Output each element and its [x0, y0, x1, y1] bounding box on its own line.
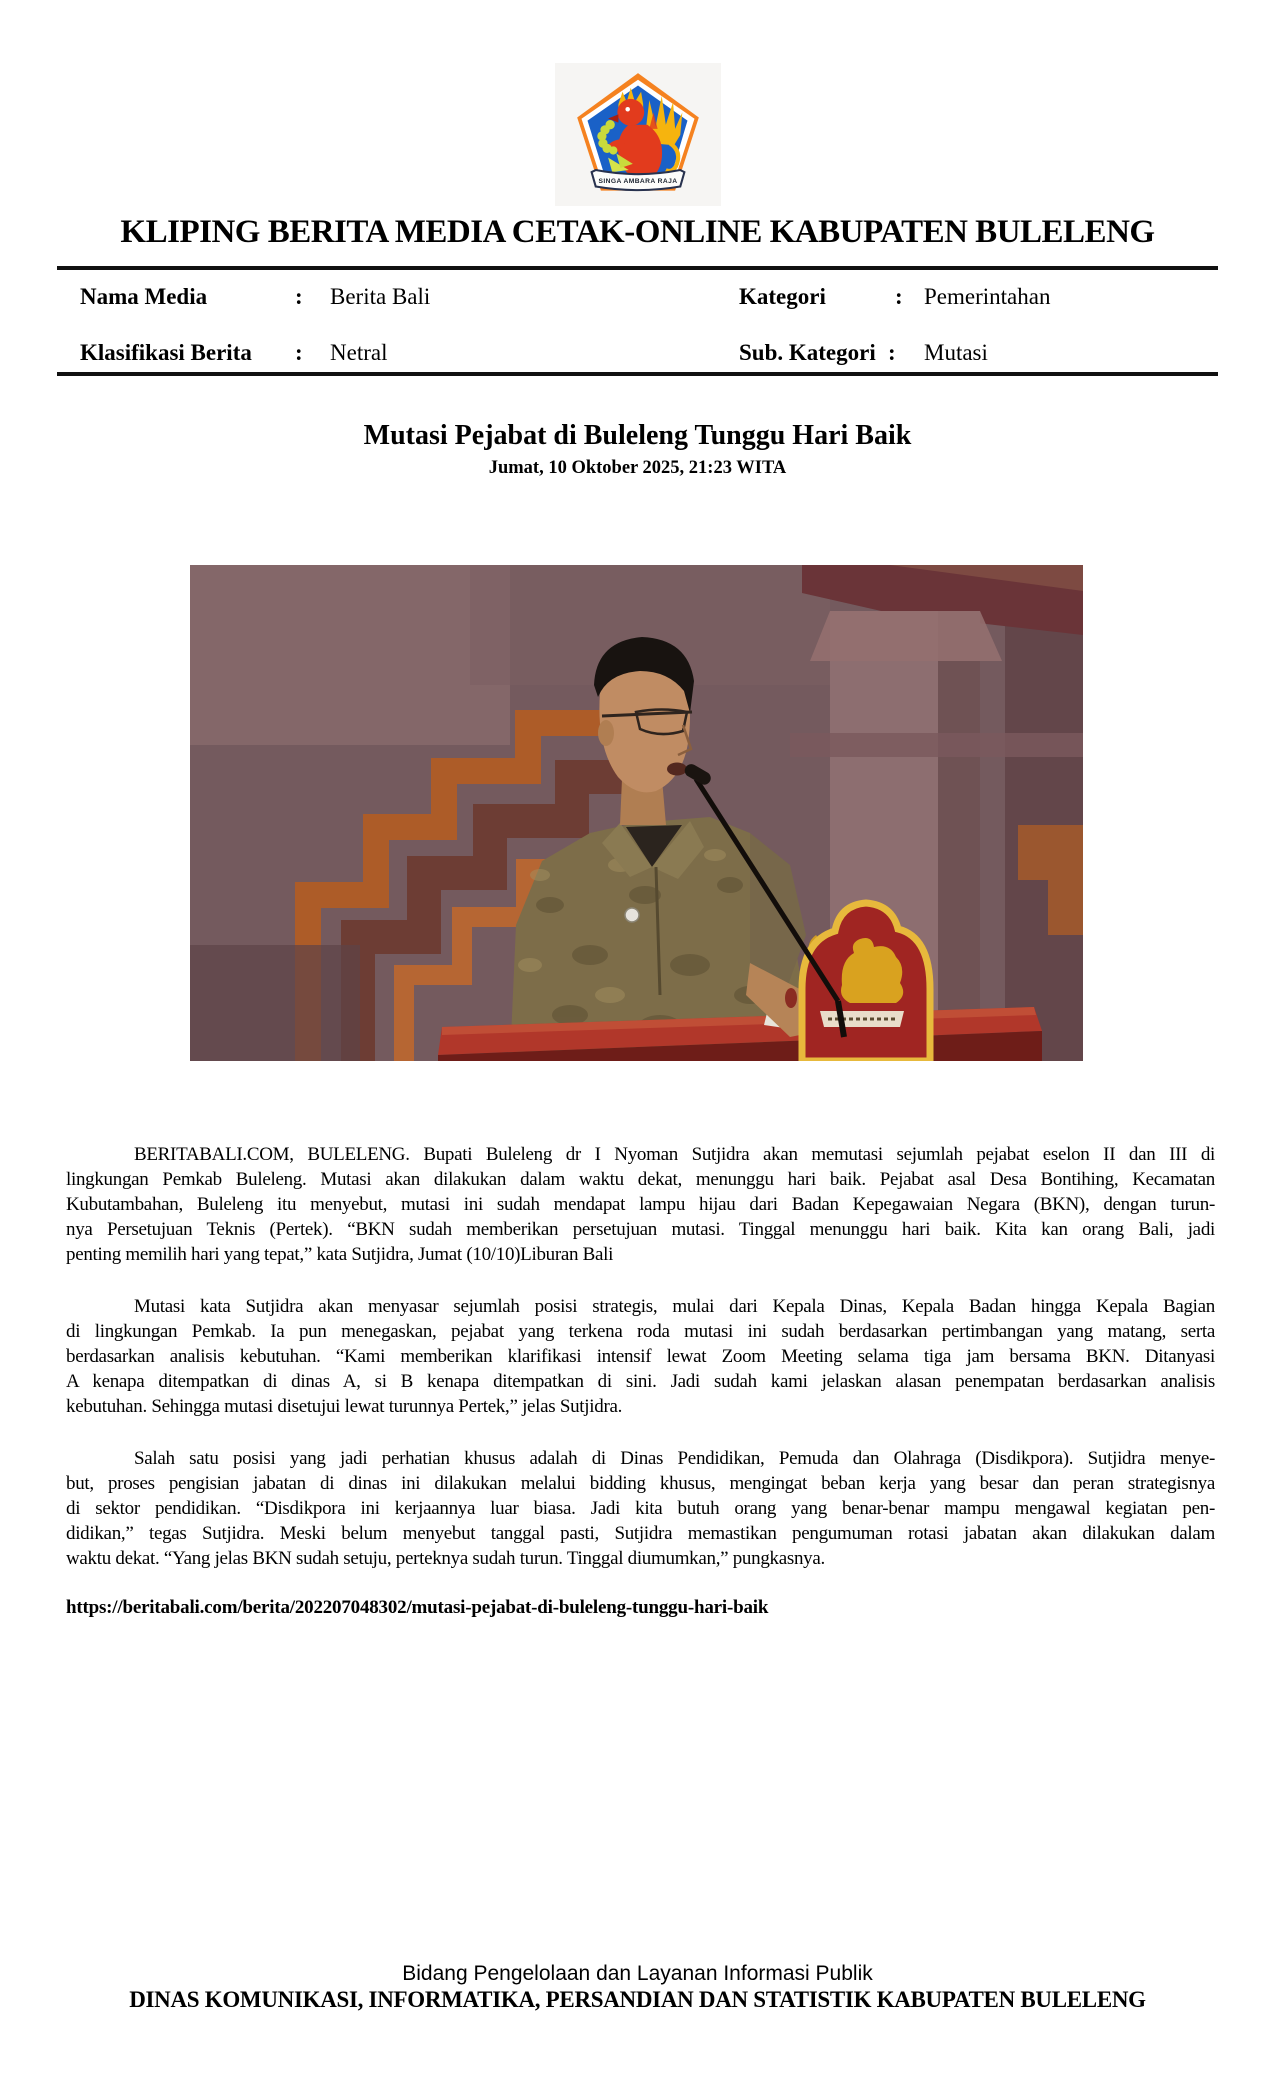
colon: :: [895, 284, 903, 309]
metadata-table: [57, 280, 1218, 372]
article-title: Mutasi Pejabat di Buleleng Tunggu Hari Baik: [363, 420, 912, 451]
nama-media-value: Berita Bali: [330, 284, 431, 309]
body-line: Kubutambahan, Buleleng itu menyebut, mutasi ini sudah mendapat lampu hijau dari Badan Kepegawaian Negara (BKN), dengan turun-: [66, 1194, 1215, 1215]
body-line: didikan,” tegas Sutjidra. Meski belum menyebut tanggal pasti, Sutjidra memastikan pengumuman rotasi jabatan akan dilakukan dalam: [66, 1523, 1215, 1544]
body-line: Salah satu posisi yang jadi perhatian khusus adalah di Dinas Pendidikan, Pemuda dan Olahraga (Disdikpora). Sutjidra menye-: [134, 1448, 1215, 1469]
paragraph-3: [66, 1446, 1215, 1571]
colon: :: [295, 284, 303, 309]
kategori-label: Kategori: [739, 284, 826, 309]
paragraph-1: [66, 1142, 1215, 1267]
colon: :: [295, 340, 303, 365]
body-line: lingkungan Pemkab Buleleng. Mutasi akan dilakukan dalam waktu dekat, menunggu hari baik. Pejabat asal Desa Bontihing, Kecamatan: [66, 1169, 1215, 1190]
source-url-link[interactable]: https://beritabali.com/berita/202207048302/mutasi-pejabat-di-buleleng-tunggu-hari-baik: [66, 1597, 769, 1618]
kategori-value: Pemerintahan: [924, 284, 1051, 309]
body-line: BERITABALI.COM, BULELENG. Bupati Buleleng dr I Nyoman Sutjidra akan memutasi sejumlah pejabat eselon II dan III di: [134, 1144, 1215, 1165]
body-line: penting memilih hari yang tepat,” kata Sutjidra, Jumat (10/10)Liburan Bali: [66, 1244, 614, 1265]
buleleng-crest-icon: [571, 71, 705, 199]
body-line: waktu dekat. “Yang jelas BKN sudah setuju, perteknya sudah turun. Tinggal diumumkan,” pungkasnya.: [66, 1548, 825, 1569]
klasifikasi-value: Netral: [330, 340, 388, 365]
divider-rule-top: [57, 266, 1218, 270]
body-line: di sektor pendidikan. “Disdikpora ini kerjaannya luar biasa. Jadi kita butuh orang yang benar-benar mampu mengawal kegiatan pen-: [66, 1498, 1215, 1519]
article-photo: [190, 565, 1083, 1061]
sub-kategori-value: Mutasi: [924, 340, 988, 365]
divider-rule-bottom: [57, 372, 1218, 376]
logo-banner-text: SINGA AMBARA RAJA: [597, 177, 678, 185]
body-line: nya Persetujuan Teknis (Pertek). “BKN sudah memberikan persetujuan mutasi. Tinggal menunggu hari baik. Kita kan orang Bali, jadi: [66, 1219, 1215, 1240]
buleleng-crest-logo: [555, 63, 721, 206]
colon: :: [888, 340, 896, 365]
sub-kategori-label: Sub. Kategori: [739, 340, 876, 365]
article-body: [66, 1142, 1215, 1598]
body-line: Mutasi kata Sutjidra akan menyasar sejumlah posisi strategis, mulai dari Kepala Dinas, Kepala Badan hingga Kepala Bagian: [134, 1296, 1215, 1317]
document-title: KLIPING BERITA MEDIA CETAK-ONLINE KABUPATEN BULELENG: [120, 214, 1155, 250]
body-line: kebutuhan. Sehingga mutasi disetujui lewat turunnya Pertek,” jelas Sutjidra.: [66, 1396, 623, 1417]
body-line: berdasarkan analisis kebutuhan. “Kami memberikan klarifikasi intensif lewat Zoom Meeting selama tiga jam bersama BKN. Ditanyasi: [66, 1346, 1215, 1367]
body-line: A kenapa ditempatkan di dinas A, si B kenapa ditempatkan di sini. Jadi sudah kami jelaskan alasan penempatan berdasarkan analisis: [66, 1371, 1215, 1392]
body-line: but, proses pengisian jabatan di dinas ini dilakukan melalui bidding khusus, mengingat beban kerja yang besar dan peran strategisnya: [66, 1473, 1215, 1494]
article-datetime: Jumat, 10 Oktober 2025, 21:23 WITA: [488, 458, 787, 478]
footer-division-line: Bidang Pengelolaan dan Layanan Informasi Publik: [402, 1962, 873, 1985]
nama-media-label: Nama Media: [80, 284, 208, 309]
klasifikasi-label: Klasifikasi Berita: [80, 340, 252, 365]
podium-speech-photo: [190, 565, 1083, 1061]
footer-agency-line: DINAS KOMUNIKASI, INFORMATIKA, PERSANDIAN DAN STATISTIK KABUPATEN BULELENG: [129, 1987, 1146, 2012]
paragraph-2: [66, 1294, 1215, 1419]
body-line: di lingkungan Pemkab. Ia pun menegaskan, pejabat yang terkena roda mutasi ini sudah berdasarkan pertimbangan yang matang, serta: [66, 1321, 1215, 1342]
